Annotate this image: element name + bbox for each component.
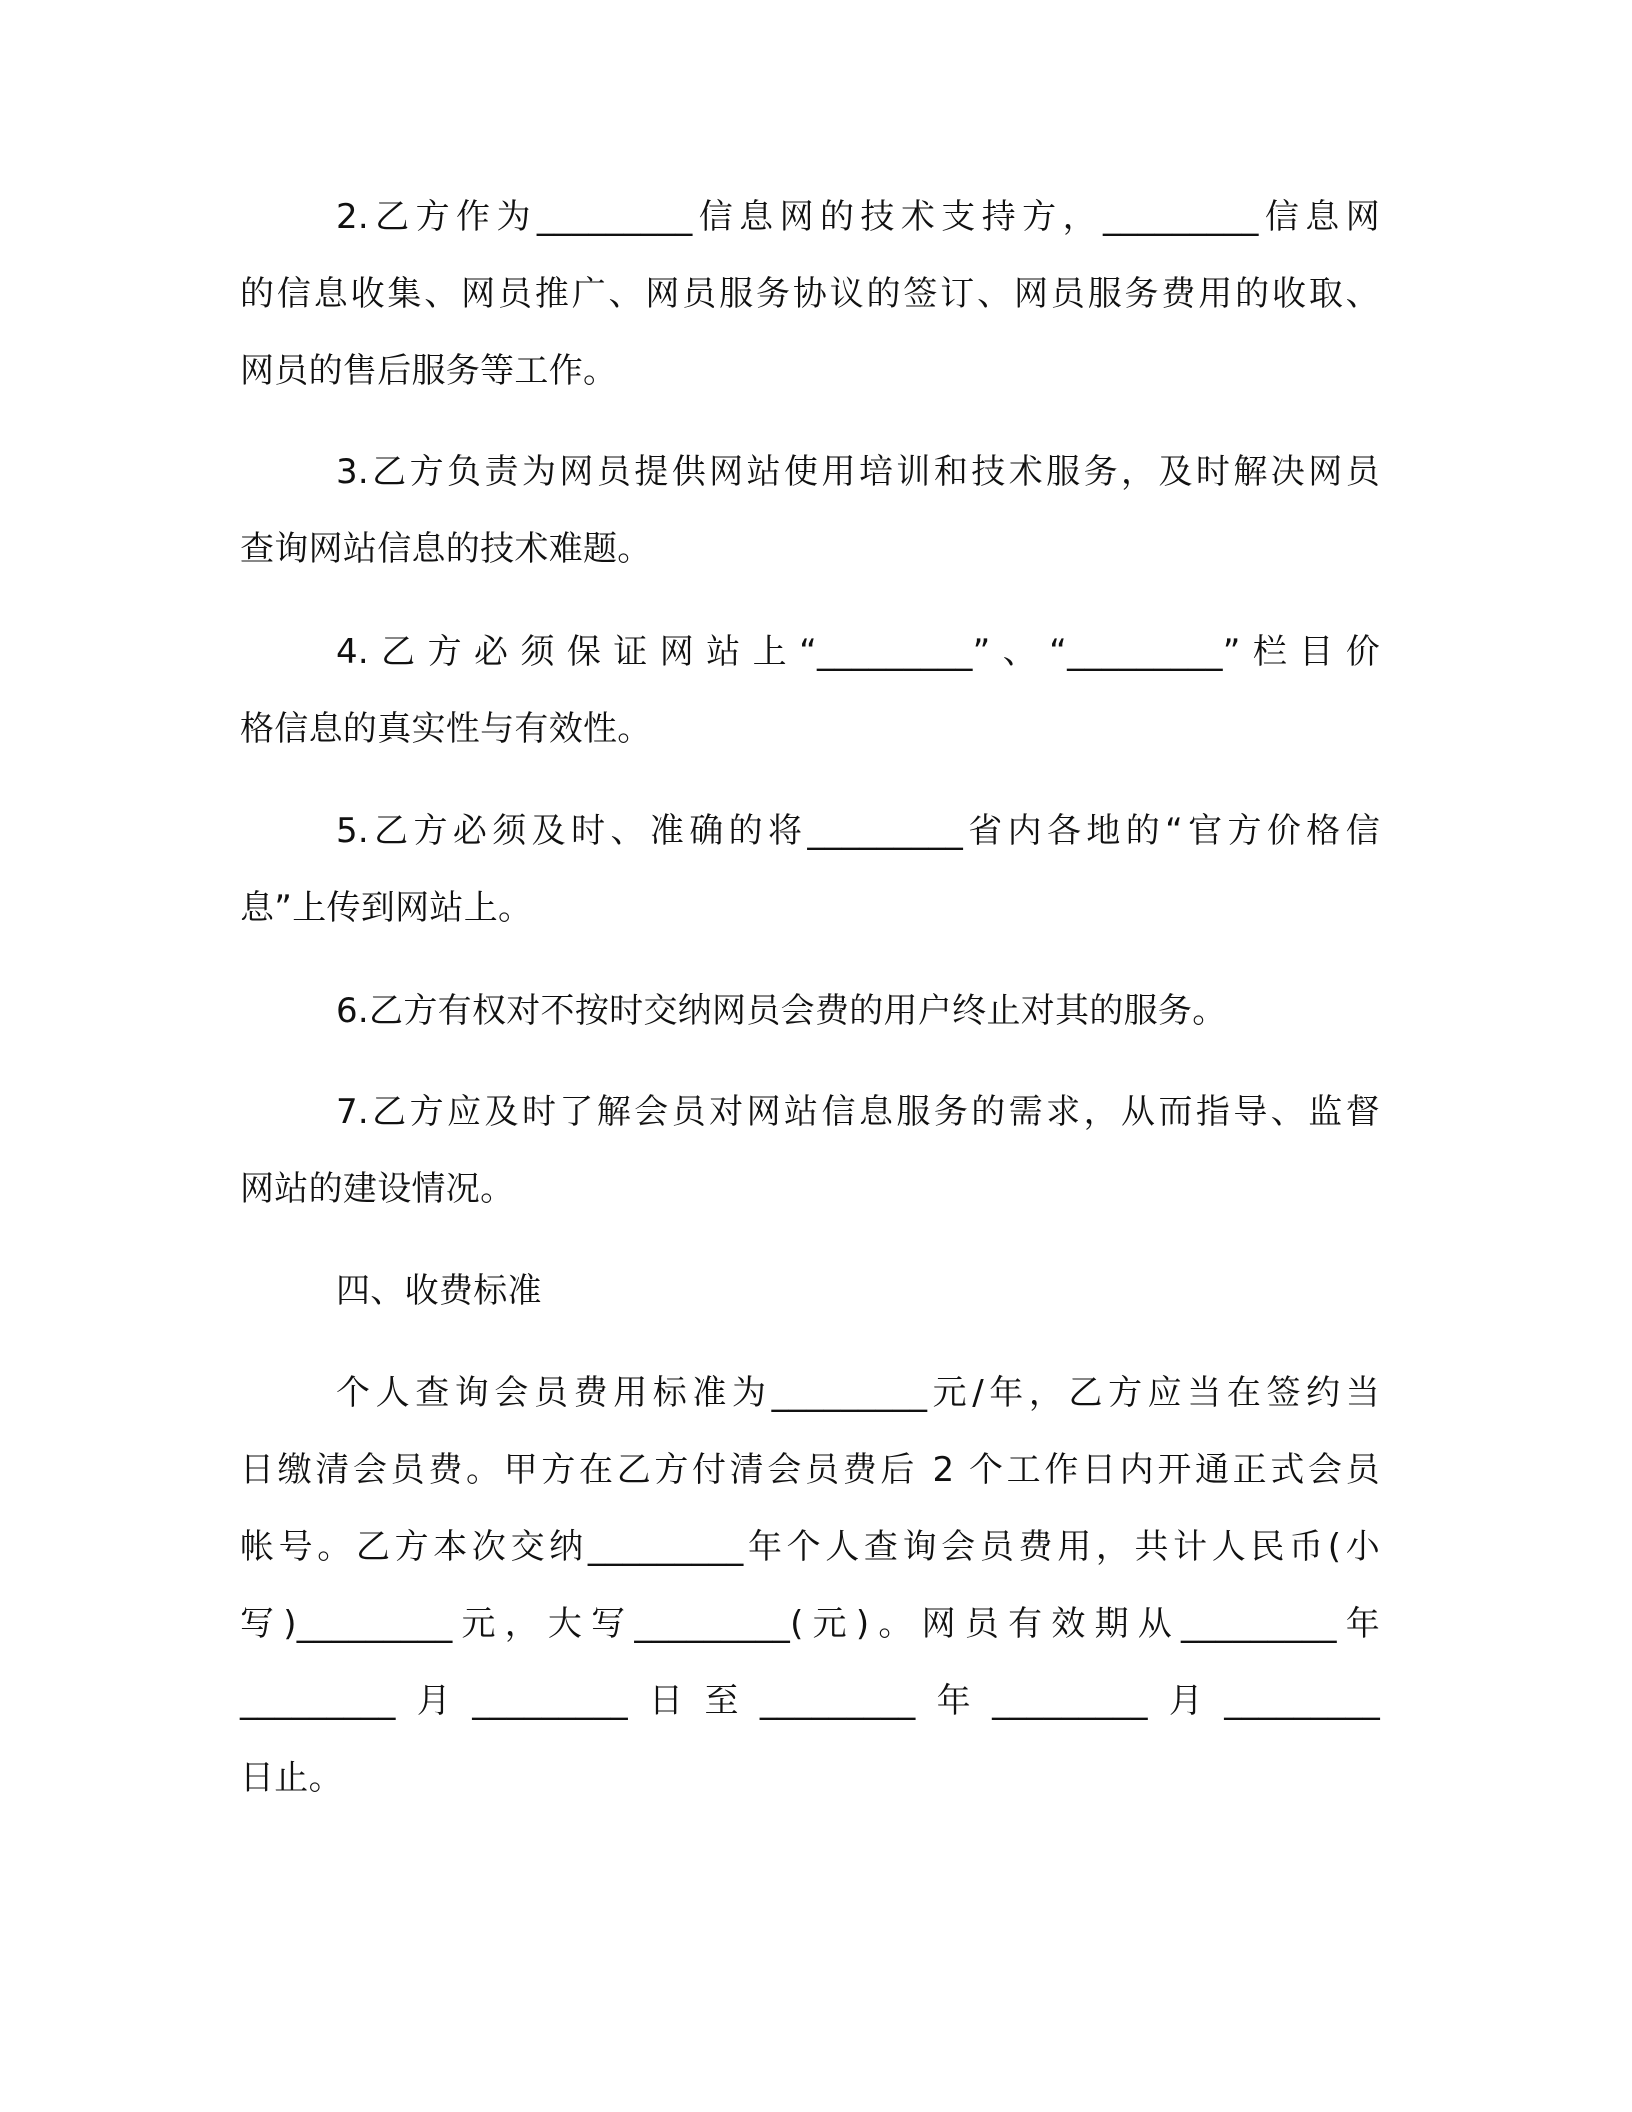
clause-5-line-2: 息”上传到网站上。 [240,888,533,928]
clause-2-line-2: 的信息收集、网员推广、网员服务协议的签订、网员服务费用的收取、 [240,274,1380,314]
fees-line-6: 日止。 [240,1758,343,1798]
section-heading-fees: 四、收费标准 [336,1271,542,1311]
clause-3-line-2: 查询网站信息的技术难题。 [240,529,652,569]
clause-5-line-1: 5.乙方必须及时、准确的将_________省内各地的“官方价格信 [336,811,1380,851]
fees-line-5: _________月_________日至_________年_________月_________ [240,1681,1380,1721]
fees-line-3: 帐号。乙方本次交纳_________年个人查询会员费用，共计人民币(小 [240,1527,1380,1567]
clause-2-line-3: 网员的售后服务等工作。 [240,351,618,391]
fees-line-1: 个人查询会员费用标准为_________元/年，乙方应当在签约当 [336,1373,1380,1413]
clause-7-line-1: 7.乙方应及时了解会员对网站信息服务的需求，从而指导、监督 [336,1092,1380,1132]
clause-4-line-2: 格信息的真实性与有效性。 [240,709,652,749]
fees-line-4: 写)_________元，大写_________(元)。网员有效期从_________年 [240,1604,1380,1644]
clause-4-line-1: 4.乙方必须保证网站上“_________”、“_________”栏目价 [336,632,1380,672]
clause-7-line-2: 网站的建设情况。 [240,1169,515,1209]
fees-line-2: 日缴清会员费。甲方在乙方付清会员费后 2 个工作日内开通正式会员 [240,1450,1380,1490]
clause-3-line-1: 3.乙方负责为网员提供网站使用培训和技术服务，及时解决网员 [336,452,1380,492]
clause-2-line-1: 2.乙方作为_________信息网的技术支持方，_________信息网 [336,197,1380,237]
clause-6-line-1: 6.乙方有权对不按时交纳网员会费的用户终止对其的服务。 [336,991,1227,1031]
